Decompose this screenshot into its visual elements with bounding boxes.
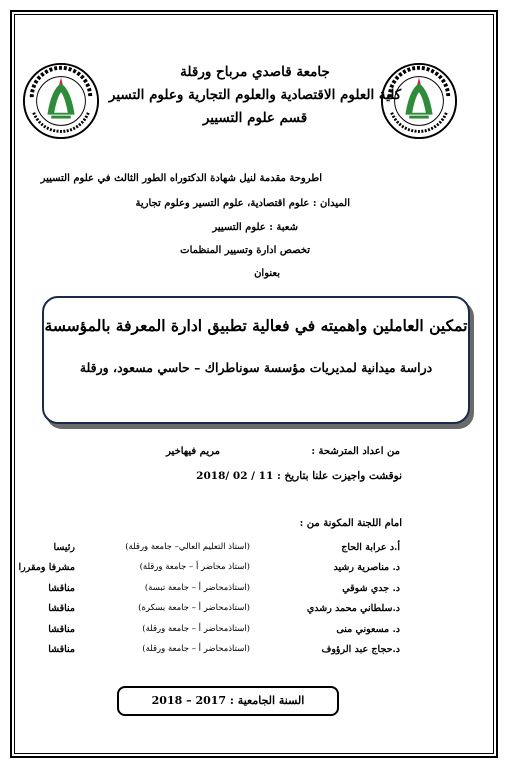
jury-member-row <box>20 542 400 562</box>
faculty-name: كلية العلوم الاقتصادية والعلوم التجارية وعلوم التسير <box>108 87 402 103</box>
thesis-title-box <box>42 296 470 424</box>
jury-member-role: مناقشا <box>48 644 75 655</box>
jury-member-rank: (استاذمحاضر أ – جامعة بسكرة) <box>138 603 250 613</box>
jury-member-row <box>20 603 400 623</box>
candidate-name: مريم فيهاخير <box>166 446 220 457</box>
academic-year: السنة الجامعية : 2017 – 2018 <box>117 686 339 716</box>
branch: شعبة : علوم التسيير <box>212 222 298 233</box>
jury-member-name: أ.د عرابة الحاج <box>341 542 400 553</box>
jury-member-row <box>20 562 400 582</box>
title-intro: بعنوان <box>254 268 280 279</box>
specialty: تخصص ادارة وتسيير المنظمات <box>180 245 310 256</box>
jury-member-rank: (استاذمحاضر أ – جامعة تبسة) <box>144 583 250 593</box>
jury-member-rank: (استاذمحاضر أ – جامعة ورقلة) <box>142 644 250 654</box>
university-name: جامعة قاصدي مرباح ورقلة <box>180 64 330 80</box>
jury-member-row <box>20 644 400 664</box>
jury-member-role: مناقشا <box>48 603 75 614</box>
field-of-study: الميدان : علوم اقتصادية، علوم التسير وعلوم تجارية <box>135 198 350 209</box>
jury-member-row <box>20 583 400 603</box>
jury-member-role: مشرفا ومقررا <box>18 562 75 573</box>
defense-date: نوقشت واجيزت علنا بتاريخ : 11 / 02 /2018 <box>196 470 402 482</box>
jury-heading: امام اللجنة المكونة من : <box>299 518 402 529</box>
jury-member-name: د. مناصرية رشيد <box>333 562 400 573</box>
jury-member-name: د. مسعوني منى <box>336 624 400 635</box>
thesis-type: اطروحة مقدمة لنيل شهادة الدكتوراه الطور الثالث في علوم التسيير <box>40 173 322 184</box>
jury-member-role: مناقشا <box>48 624 75 635</box>
jury-member-name: د.سلطاني محمد رشدي <box>306 603 400 614</box>
jury-member-row <box>20 624 400 644</box>
jury-member-rank: (استاذ التعليم العالي– جامعة ورقلة) <box>125 542 250 552</box>
jury-member-name: د.حجاج عبد الرؤوف <box>321 644 400 655</box>
department-name: قسم علوم التسيير <box>202 110 308 126</box>
jury-member-rank: (استاذ محاضر أ – جامعة ورقلة) <box>139 562 250 572</box>
jury-member-role: مناقشا <box>48 583 75 594</box>
jury-member-rank: (استاذمحاضر أ – جامعة ورقلة) <box>142 624 250 634</box>
jury-member-role: رئيسا <box>53 542 75 553</box>
jury-member-name: د. جدي شوقي <box>342 583 400 594</box>
candidate-label: من اعداد المترشحة : <box>311 446 400 457</box>
thesis-title: تمكين العاملين واهميته في فعالية تطبيق ادارة المعرفة بالمؤسسة <box>44 316 468 335</box>
thesis-subtitle: دراسة ميدانية لمديريات مؤسسة سوناطراك – حاسي مسعود، ورقلة <box>79 360 433 375</box>
